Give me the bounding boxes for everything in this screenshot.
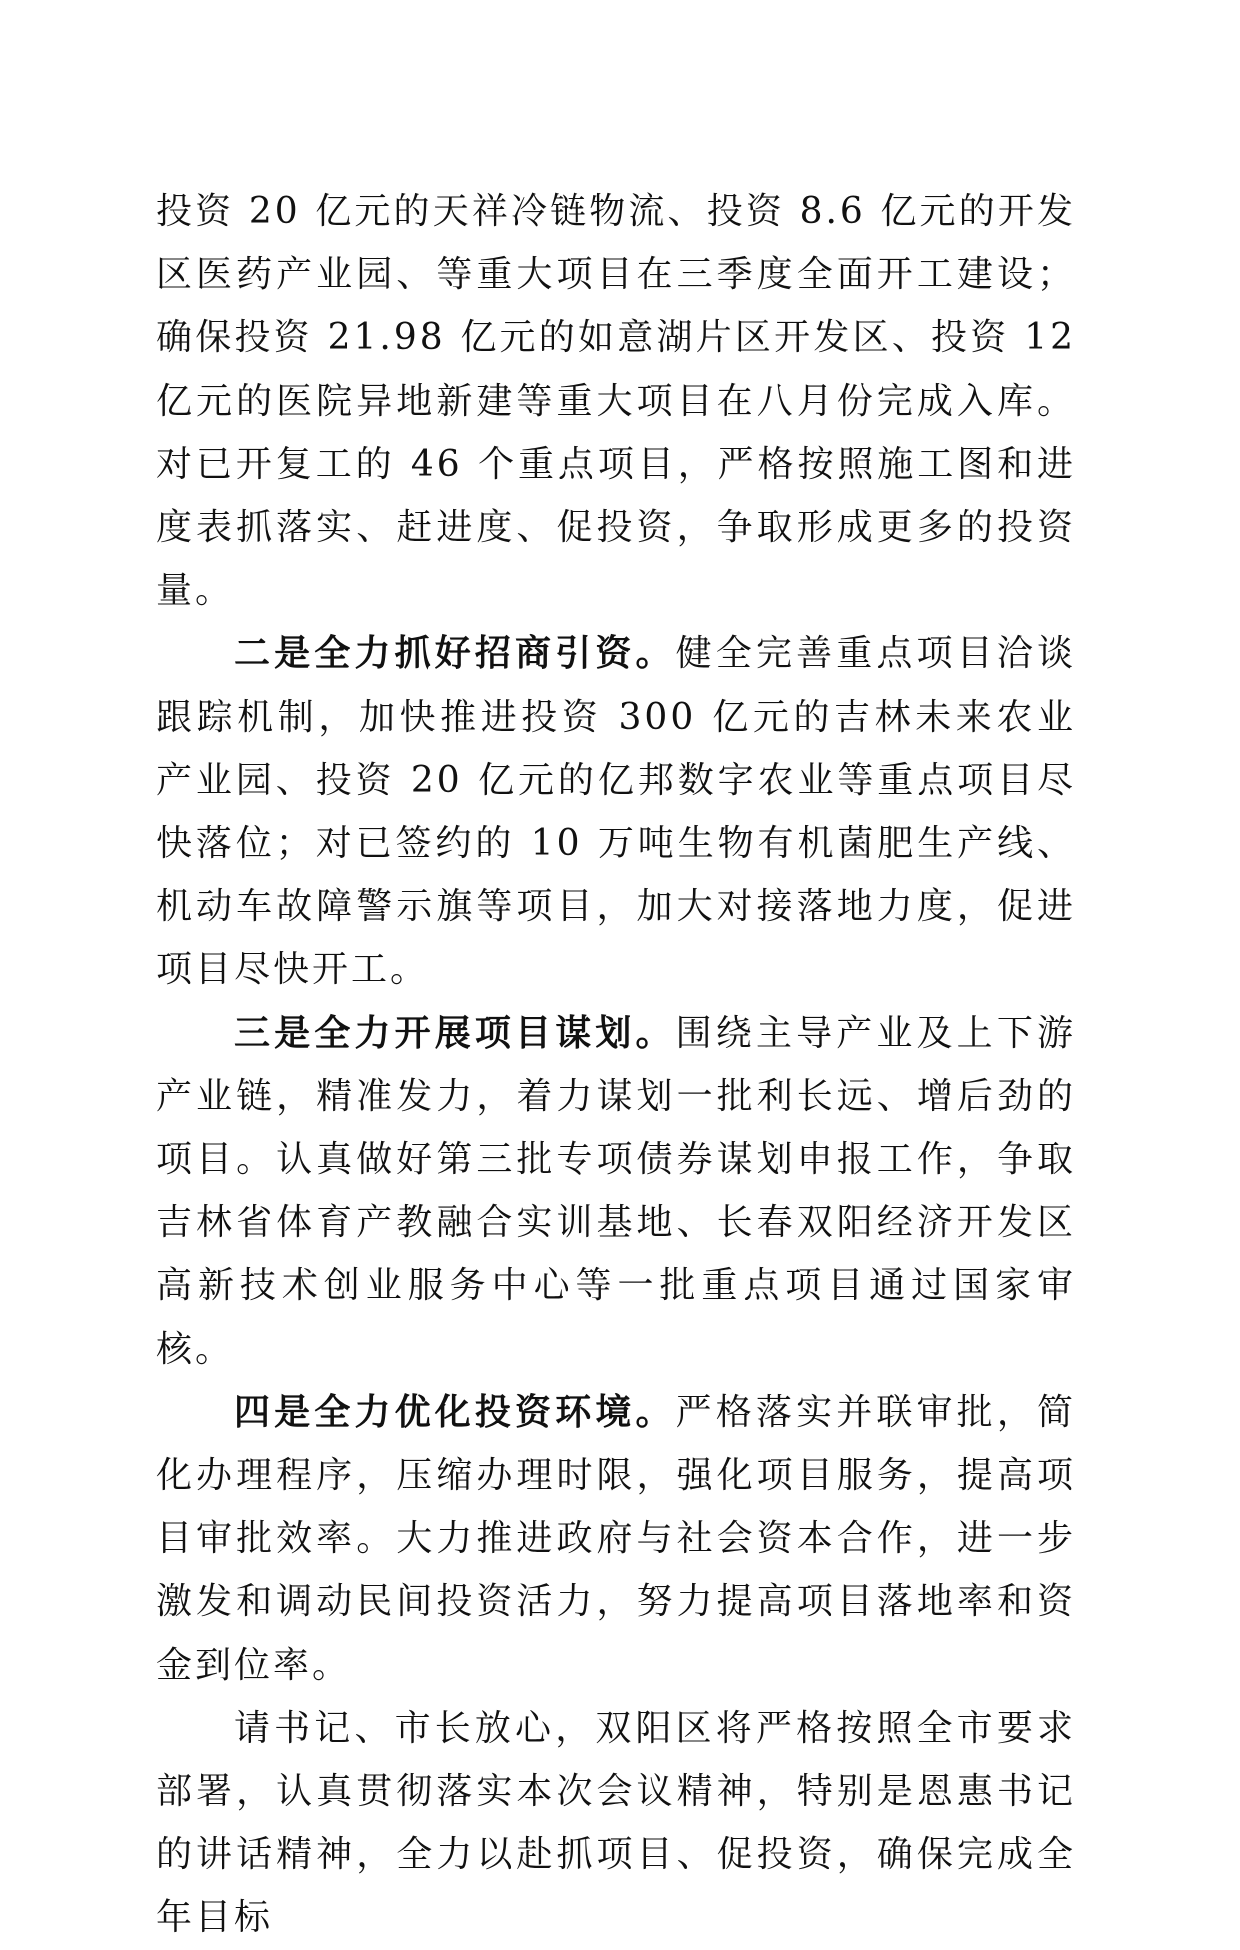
paragraph-project-planning [156,1002,1076,1381]
paragraph-text: 投资 20 亿元的天祥冷链物流、投资 8.6 亿元的开发区医药产业园、等重大项目在三季度全面开工建设；确保投资 21.98 亿元的如意湖片区开发区、投资 12 亿元的医院异地新建等重大项目在八月份完成入库。对已开复工的 46 个重点项目，严格按照施工图和进度表抓落实、赶进度、促投资，争取形成更多的投资量。 [156,191,1076,612]
paragraph-investment-environment [156,1381,1076,1697]
paragraph-investment-attraction [156,622,1076,1001]
paragraph-text: 严格落实并联审批，简化办理程序，压缩办理时限，强化项目服务，提高项目审批效率。大力推进政府与社会资本合作，进一步激发和调动民间投资活力，努力提高项目落地率和资金到位率。 [156,1391,1076,1686]
paragraph-lead: 四是全力优化投资环境。 [234,1390,676,1433]
paragraph-lead: 三是全力开展项目谋划。 [234,1011,676,1054]
paragraph-closing [156,1697,1076,1950]
paragraph-text: 围绕主导产业及上下游产业链，精准发力，着力谋划一批利长远、增后劲的项目。认真做好第三批专项债券谋划申报工作，争取吉林省体育产教融合实训基地、长春双阳经济开发区高新技术创业服务中心等一批重点项目通过国家审核。 [156,1012,1076,1370]
paragraph-continuation [156,180,1076,622]
paragraph-text: 健全完善重点项目洽谈跟踪机制，加快推进投资 300 亿元的吉林未来农业产业园、投资 20 亿元的亿邦数字农业等重点项目尽快落位；对已签约的 10 万吨生物有机菌肥生产线、机动车故障警示旗等项目，加大对接落地力度，促进项目尽快开工。 [156,633,1076,991]
paragraph-text: 请书记、市长放心，双阳区将严格按照全市要求部署，认真贯彻落实本次会议精神，特别是恩惠书记的讲话精神，全力以赴抓项目、促投资，确保完成全年目标 [156,1707,1076,1939]
document-body [156,180,1076,1950]
paragraph-lead: 二是全力抓好招商引资。 [234,632,676,675]
